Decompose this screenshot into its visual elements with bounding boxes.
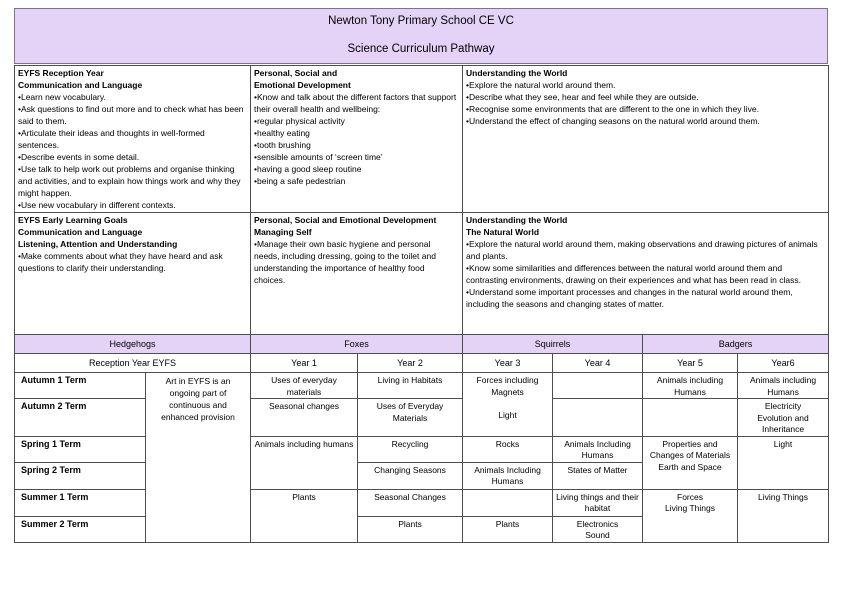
term-label-spring-1: Spring 1 Term xyxy=(15,436,146,462)
bullet-item: •Recognise some environments that are different to the one in which they live. xyxy=(466,104,759,114)
term-label-summer-2: Summer 2 Term xyxy=(15,516,146,542)
cell-heading: Communication and Language xyxy=(18,80,143,90)
topic-y1-autumn1: Uses of everyday materials xyxy=(251,373,358,399)
cell-heading: Managing Self xyxy=(254,227,312,237)
topic-label: Forces xyxy=(677,491,703,502)
bullet-item: •sensible amounts of ‘screen time’ xyxy=(254,152,383,162)
bullet-item: •Learn new vocabulary. xyxy=(18,92,106,102)
cell-heading: The Natural World xyxy=(466,227,540,237)
bullet-item: •being a safe pedestrian xyxy=(254,176,346,186)
psed-managing-self-cell xyxy=(251,213,463,335)
year-header-6: Year6 xyxy=(738,354,829,373)
bullet-item: •Use talk to help work out problems and organise thinking and activities, and to explain how things work and why they might happen. xyxy=(18,164,241,198)
topic-y2-summer1: Seasonal Changes xyxy=(358,489,463,516)
school-name: Newton Tony Primary School CE VC xyxy=(328,15,514,27)
bullet-item: •Understand the effect of changing seasons on the natural world around them. xyxy=(466,116,760,126)
utw-natural-world-cell xyxy=(463,213,829,335)
cell-heading: Personal, Social and xyxy=(254,68,338,78)
topic-label: Electronics xyxy=(576,518,619,529)
bullet-item: •Use new vocabulary in different contexts. xyxy=(18,200,176,210)
topic-y1-summer: Plants xyxy=(251,489,358,542)
topic-y4-spring1: Animals Including Humans xyxy=(553,436,643,462)
topic-y4-summer1: Living things and their habitat xyxy=(553,489,643,516)
elg-communication-language-cell xyxy=(15,213,251,335)
topic-y1-autumn2: Seasonal changes xyxy=(251,399,358,437)
cell-heading: Understanding the World xyxy=(466,68,568,78)
header-spacer xyxy=(15,27,827,43)
topic-y6-spring: Light xyxy=(738,436,829,489)
bullet-item: •Explore the natural world around them, making observations and drawing pictures of animals and plants. xyxy=(466,239,818,261)
house-hedgehogs: Hedgehogs xyxy=(15,335,251,354)
bullet-item: •healthy eating xyxy=(254,128,310,138)
bullet-item: •Understand some important processes and changes in the natural world around them, including the seasons and changing states of matter. xyxy=(466,287,793,309)
topic-y5-summer xyxy=(643,489,738,542)
year-header-3: Year 3 xyxy=(463,354,553,373)
document-header xyxy=(14,8,828,64)
term-label-autumn-2: Autumn 2 Term xyxy=(15,399,146,437)
topic-y5-autumn2-empty xyxy=(643,399,738,437)
topic-y2-summer2: Plants xyxy=(358,516,463,542)
document-title: Science Curriculum Pathway xyxy=(347,43,495,55)
topic-y3-summer1-empty xyxy=(463,489,553,516)
house-squirrels: Squirrels xyxy=(463,335,643,354)
eyfs-understanding-world-cell xyxy=(463,66,829,213)
topic-label: Forces including Magnets xyxy=(476,375,539,397)
topic-y6-summer: Living Things xyxy=(738,489,829,542)
topic-y6-autumn1: Animals including Humans xyxy=(738,373,829,399)
topic-y2-autumn2: Uses of Everyday Materials xyxy=(358,399,463,437)
bullet-item: •Describe events in some detail. xyxy=(18,152,140,162)
bullet-item: •Describe what they see, hear and feel while they are outside. xyxy=(466,92,699,102)
house-foxes: Foxes xyxy=(251,335,463,354)
bullet-item: •Explore the natural world around them. xyxy=(466,80,616,90)
house-badgers: Badgers xyxy=(643,335,829,354)
bullet-item: •Know some similarities and differences between the natural world around them and contrasting environments, drawing on their experiences and what has been read in class. xyxy=(466,263,801,285)
cell-heading: Understanding the World xyxy=(466,215,568,225)
year-header-1: Year 1 xyxy=(251,354,358,373)
topic-y5-autumn1: Animals including Humans xyxy=(643,373,738,399)
topic-y6-autumn2 xyxy=(738,399,829,437)
topic-y3-spring2: Animals Including Humans xyxy=(463,462,553,489)
year-header-reception: Reception Year EYFS xyxy=(15,354,251,373)
topic-label: Evolution and Inheritance xyxy=(757,412,809,434)
eyfs-psed-cell xyxy=(251,66,463,213)
bullet-item: •having a good sleep routine xyxy=(254,164,362,174)
term-label-spring-2: Spring 2 Term xyxy=(15,462,146,489)
year-header-5: Year 5 xyxy=(643,354,738,373)
topic-y4-summer2 xyxy=(553,516,643,542)
bullet-item: •Manage their own basic hygiene and personal needs, including dressing, going to the toilet and understanding the importance of healthy food choices. xyxy=(254,239,436,285)
topic-label: Earth and Space xyxy=(658,461,722,472)
topic-label: Living Things xyxy=(665,503,715,513)
topic-label: Light xyxy=(498,409,517,420)
topic-y2-spring1: Recycling xyxy=(358,436,463,462)
bullet-item: •tooth brushing xyxy=(254,140,311,150)
cell-heading: EYFS Early Learning Goals xyxy=(18,215,128,225)
bullet-item: •Articulate their ideas and thoughts in well-formed sentences. xyxy=(18,128,205,150)
topic-y3-spring1: Rocks xyxy=(463,436,553,462)
cell-heading: Emotional Development xyxy=(254,80,351,90)
topic-y2-spring2: Changing Seasons xyxy=(358,462,463,489)
topic-label: Properties and Changes of Materials xyxy=(649,438,731,460)
cell-heading: EYFS Reception Year xyxy=(18,68,104,78)
topic-y4-autumn2-empty xyxy=(553,399,643,437)
reception-provision-note: Art in EYFS is an ongoing part of continuous and enhanced provision xyxy=(146,373,251,543)
topic-y3-autumn xyxy=(463,373,553,437)
cell-heading: Communication and Language xyxy=(18,227,143,237)
curriculum-table xyxy=(14,65,829,543)
topic-y4-spring2: States of Matter xyxy=(553,462,643,489)
topic-y2-autumn1: Living in Habitats xyxy=(358,373,463,399)
bullet-item: •Ask questions to find out more and to check what has been said to them. xyxy=(18,104,244,126)
topic-label: Electricity xyxy=(764,401,802,411)
year-header-4: Year 4 xyxy=(553,354,643,373)
topic-y4-autumn1-empty xyxy=(553,373,643,399)
bullet-item: •regular physical activity xyxy=(254,116,345,126)
eyfs-reception-communication-language-cell xyxy=(15,66,251,213)
topic-label: Sound xyxy=(585,530,610,540)
document-page xyxy=(14,8,828,543)
topic-y5-spring xyxy=(643,436,738,489)
topic-y3-summer2: Plants xyxy=(463,516,553,542)
term-label-autumn-1: Autumn 1 Term xyxy=(15,373,146,399)
topic-spacer xyxy=(466,398,549,410)
term-label-summer-1: Summer 1 Term xyxy=(15,489,146,516)
bullet-item: •Know and talk about the different factors that support their overall health and wellbeing: xyxy=(254,92,457,114)
cell-heading: Personal, Social and Emotional Development xyxy=(254,215,437,225)
bullet-item: •Make comments about what they have heard and ask questions to clarify their understanding. xyxy=(18,251,223,273)
topic-y1-spring: Animals including humans xyxy=(251,436,358,489)
year-header-2: Year 2 xyxy=(358,354,463,373)
cell-heading: Listening, Attention and Understanding xyxy=(18,239,178,249)
